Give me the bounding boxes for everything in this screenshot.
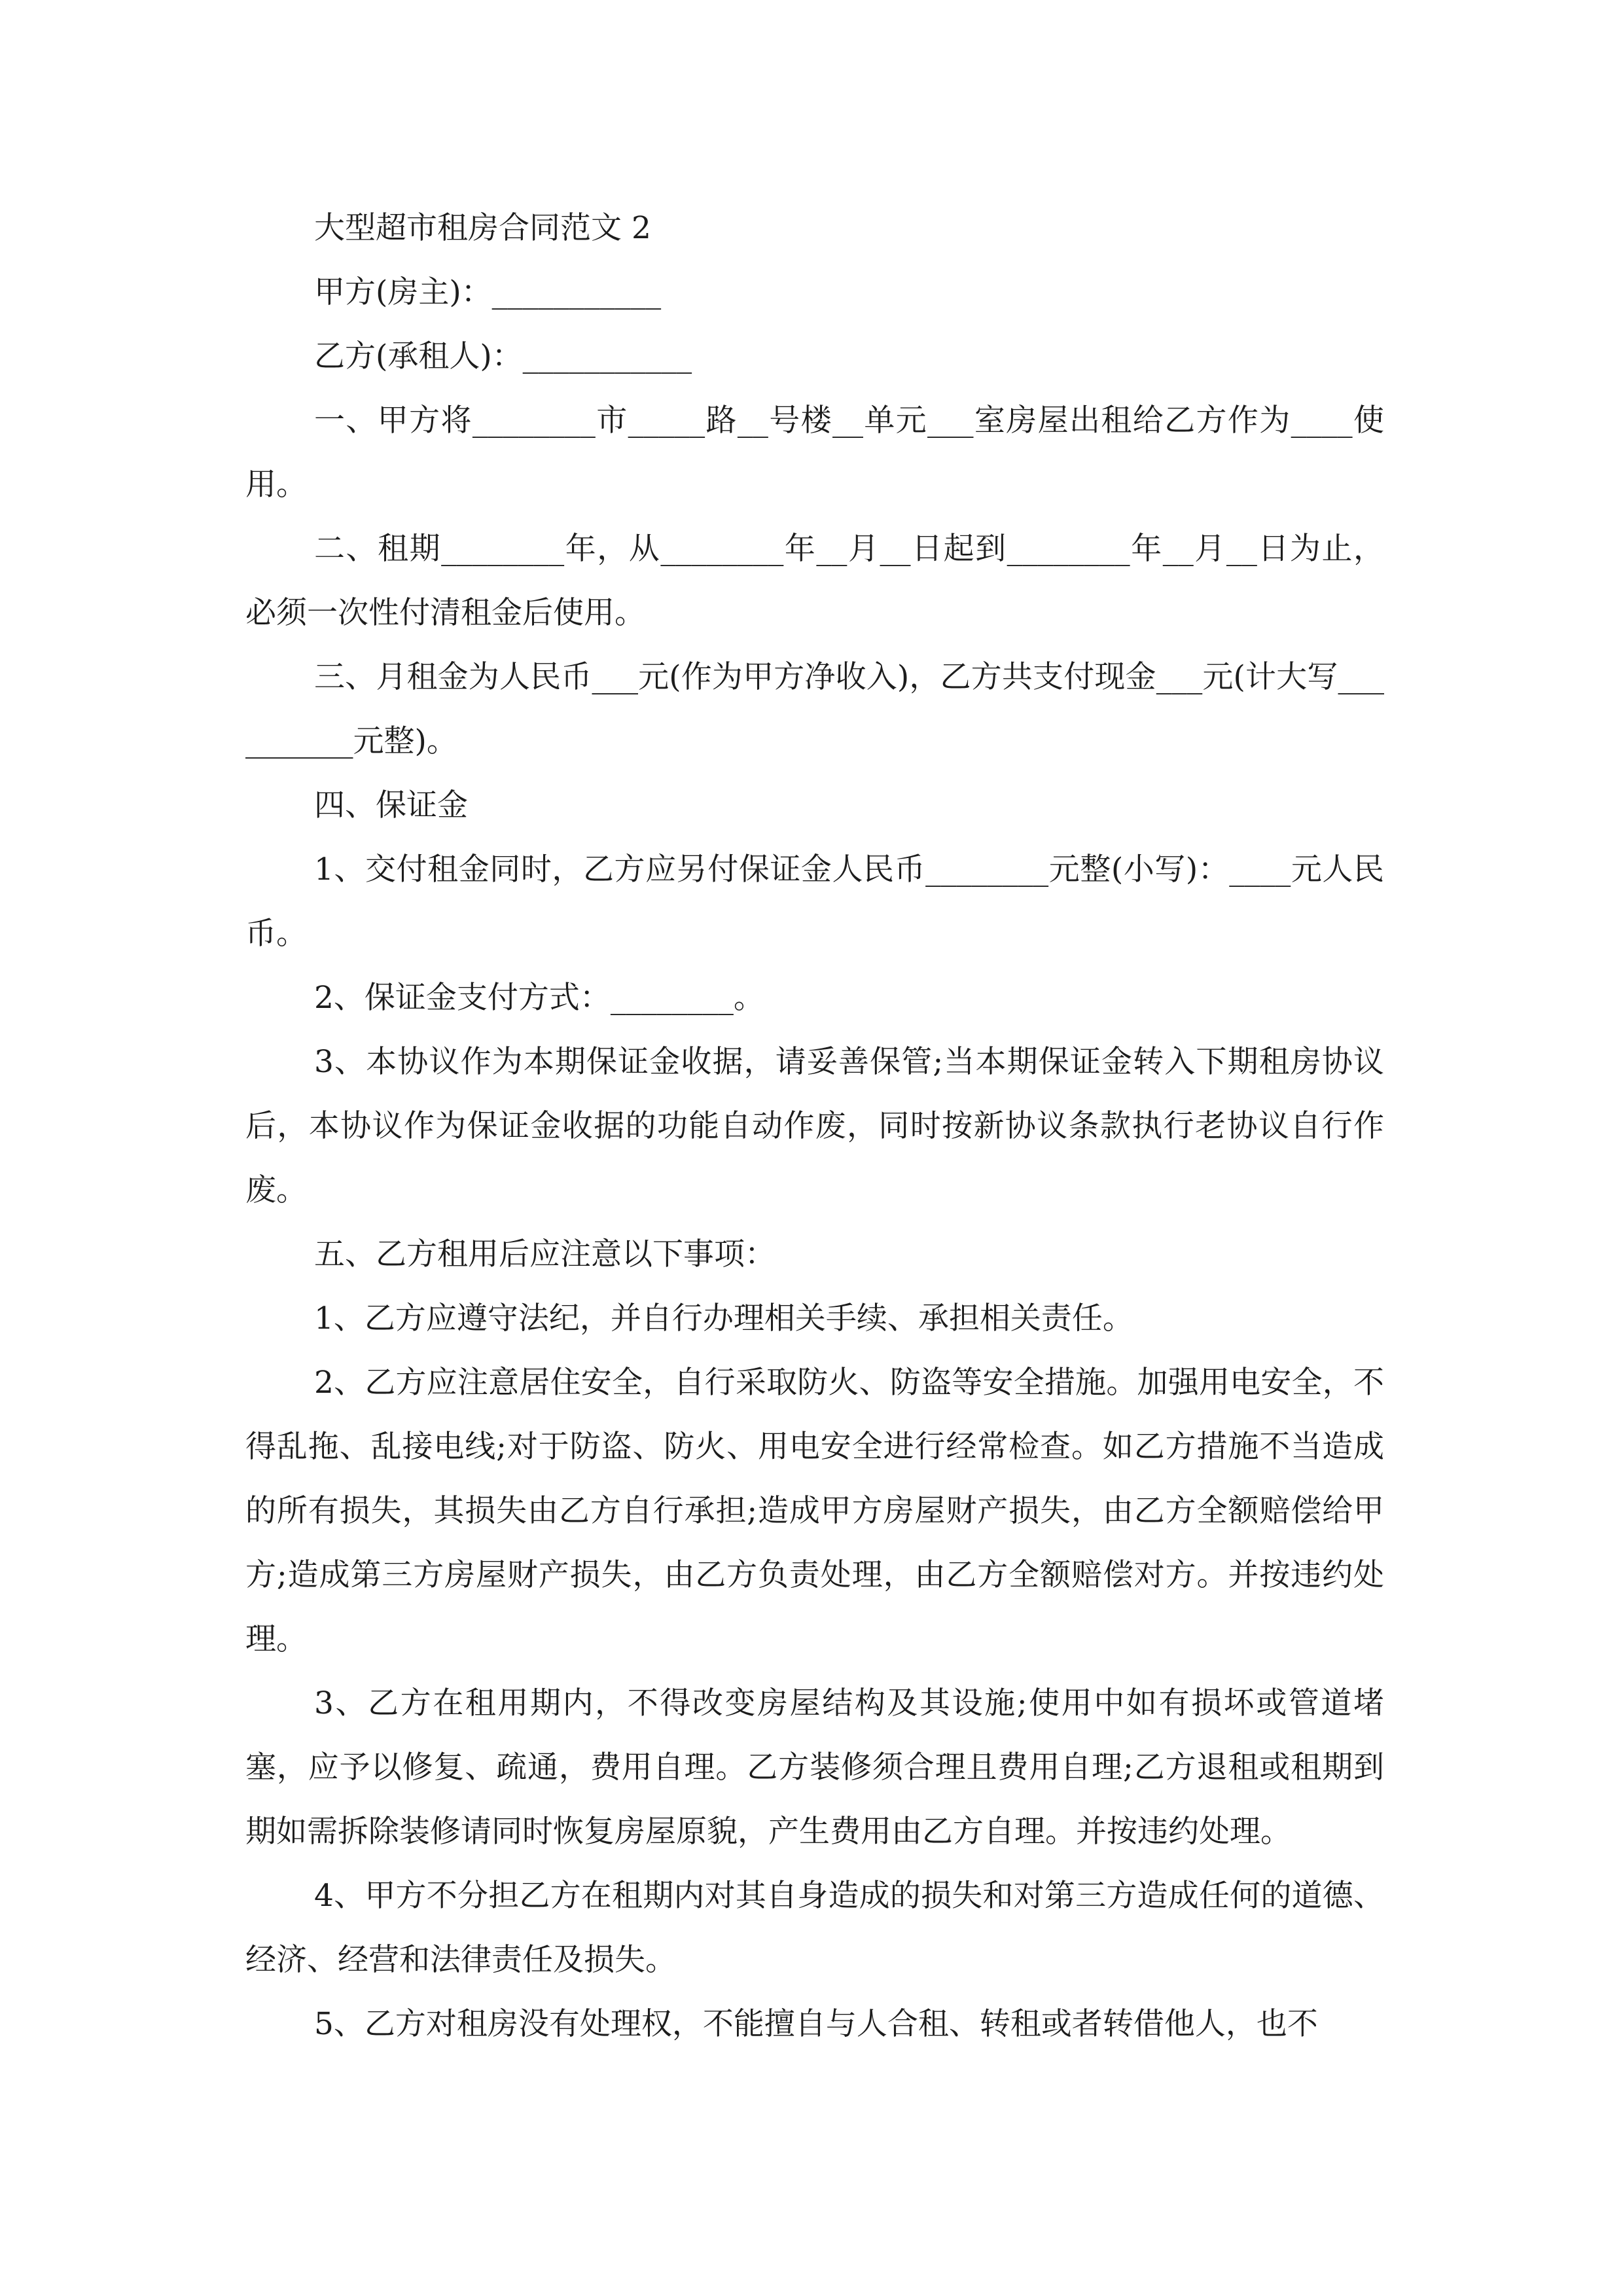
- notes-item-4: 4、甲方不分担乙方在租期内对其自身造成的损失和对第三方造成任何的道德、经济、经营和法律责任及损失。: [245, 1878, 1384, 1978]
- document-title: 大型超市租房合同范文 2: [314, 210, 651, 246]
- deposit-item-1: 1、交付租金同时，乙方应另付保证金人民币________元整(小写)：____元人民币。: [245, 852, 1384, 952]
- party-a-line: 甲方(房主)：___________: [314, 274, 662, 310]
- deposit-item-2: 2、保证金支付方式：________。: [314, 980, 764, 1016]
- clause-5-notes-heading: 五、乙方租用后应注意以下事项：: [314, 1236, 776, 1272]
- document-body: [245, 196, 1384, 2056]
- clause-4-deposit-heading: 四、保证金: [314, 787, 468, 823]
- notes-item-3: 3、乙方在租用期内，不得改变房屋结构及其设施;使用中如有损坏或管道堵塞，应予以修复、疏通，费用自理。乙方装修须合理且费用自理;乙方退租或租期到期如需拆除装修请同时恢复房屋原貌，产生费用由乙方自理。并按违约处理。: [245, 1685, 1384, 1850]
- notes-item-1: 1、乙方应遵守法纪，并自行办理相关手续、承担相关责任。: [314, 1300, 1133, 1336]
- clause-1-premises: 一、甲方将________市_____路__号楼__单元___室房屋出租给乙方作为____使用。: [245, 403, 1384, 503]
- clause-3-rent: 三、月租金为人民币___元(作为甲方净收入)，乙方共支付现金___元(计大写__________元整)。: [245, 659, 1384, 759]
- deposit-item-3: 3、本协议作为本期保证金收据，请妥善保管;当本期保证金转入下期租房协议后，本协议作为保证金收据的功能自动作废，同时按新协议条款执行老协议自行作废。: [245, 1044, 1384, 1208]
- notes-item-2: 2、乙方应注意居住安全，自行采取防火、防盗等安全措施。加强用电安全，不得乱拖、乱接电线;对于防盗、防火、用电安全进行经常检查。如乙方措施不当造成的所有损失，其损失由乙方自行承担;造成甲方房屋财产损失，由乙方全额赔偿给甲方;造成第三方房屋财产损失，由乙方负责处理，由乙方全额赔偿对方。并按违约处理。: [245, 1365, 1384, 1657]
- clause-2-term: 二、租期________年，从________年__月__日起到________年__月__日为止，必须一次性付清租金后使用。: [245, 531, 1384, 631]
- party-b-line: 乙方(承租人)：___________: [314, 338, 692, 374]
- notes-item-5: 5、乙方对租房没有处理权，不能擅自与人合租、转租或者转借他人，也不: [314, 2006, 1318, 2042]
